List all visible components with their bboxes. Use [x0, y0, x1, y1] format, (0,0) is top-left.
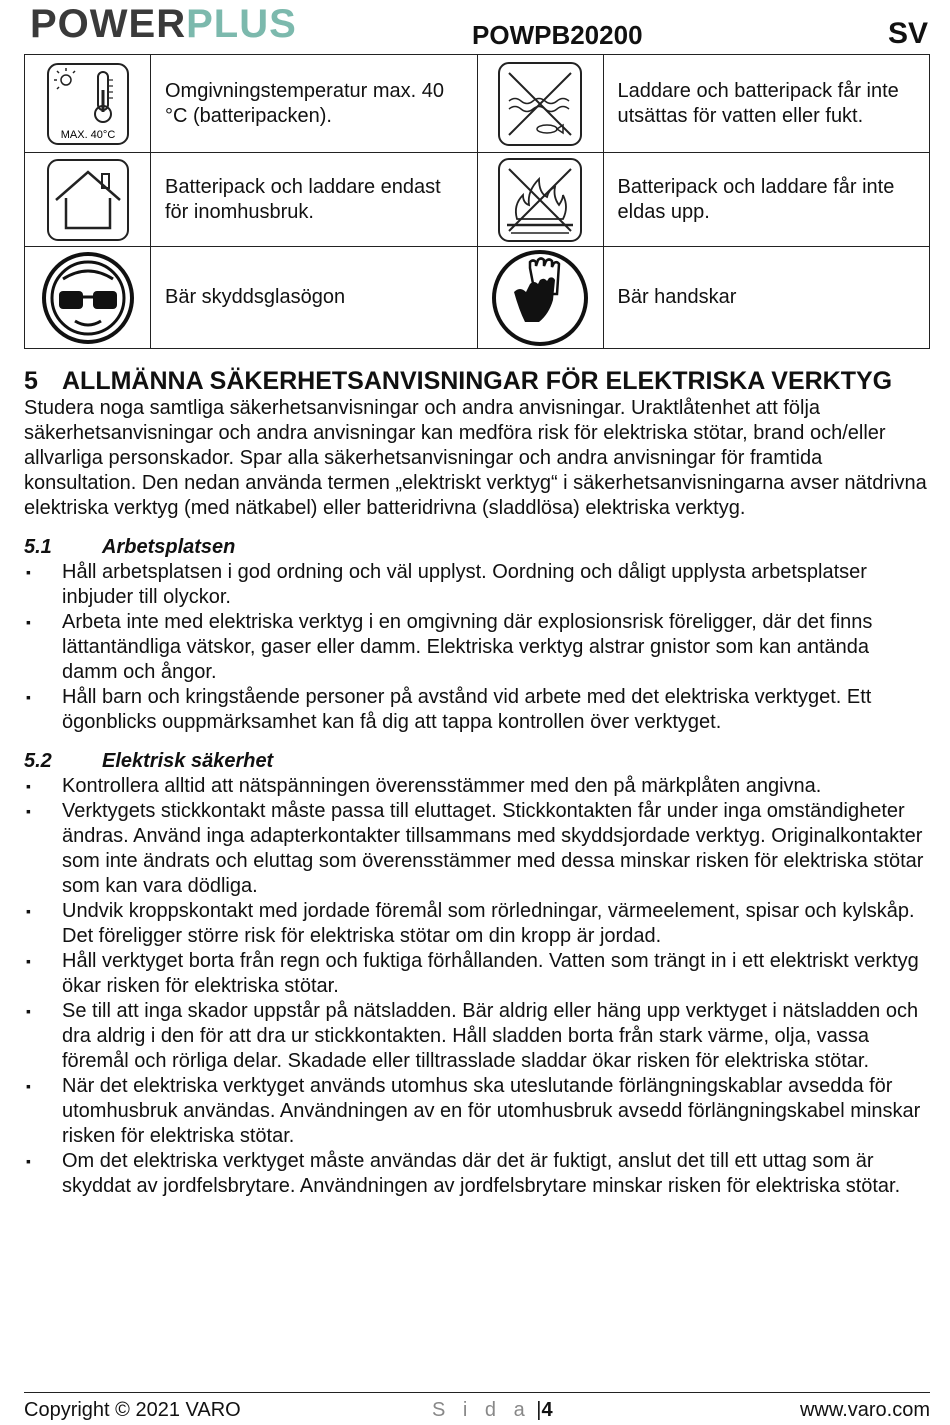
page-number: 4 [541, 1399, 553, 1421]
section-5-1-heading: 5.1 Arbetsplatsen [24, 536, 236, 558]
temperature-icon [25, 55, 151, 153]
section-5-intro: Studera noga samtliga säkerhetsanvisningar och andra anvisningar. Uraktlåtenhet att följa säkerhetsanvisningar och andra anvisningar kan medföra risk för elektriska stötar, brand och/eller allvarliga personskador. Spar alla säkerhetsanvisningar och andra anvisningar för framtida konsultation. Den nedan använda termen „elektriskt verktyg“ i säkerhetsanvisningarna avser nätdrivna elektriska verktyg (med nätkabel) eller batteridrivna (sladdlösa) elektriska verktyg. [24, 397, 927, 519]
no-water-icon [477, 55, 603, 153]
copyright-text: Copyright © 2021 VARO [24, 1399, 241, 1421]
symbol-text-temperature: Omgivningstemperatur max. 40 °C (batteripacken). [151, 55, 478, 153]
list-item: ▪ Kontrollera alltid att nätspänningen överensstämmer med den på märkplåten angivna. [26, 775, 822, 797]
page-footer [24, 1392, 930, 1425]
svg-text:MAX. 40°C: MAX. 40°C [60, 128, 115, 141]
section-5-2-heading: 5.2 Elektrisk säkerhet [24, 750, 274, 772]
website-link[interactable]: www.varo.com [799, 1399, 930, 1421]
symbol-text-goggles: Bär skyddsglasögon [151, 247, 478, 349]
symbol-text-indoor: Batteripack och laddare endast för inomhusbruk. [151, 153, 478, 247]
section-5-1-list [24, 560, 930, 735]
gloves-icon [477, 247, 603, 349]
brand-logo: POWERPLUS [30, 2, 297, 46]
list-item: ▪ När det elektriska verktyget används utomhus ska uteslutande förlängningskablar avsedda för utomhusbruk användas. Användningen av en för utomhusbruk avsedd förlängningskabel minskar risken för elektriska stötar. [26, 1075, 921, 1147]
list-item: ▪ Håll arbetsplatsen i god ordning och väl upplyst. Oordning och dåligt upplysta arbetsplatser inbjuder till olyckor. [26, 561, 867, 608]
list-item: ▪ Verktygets stickkontakt måste passa till eluttaget. Stickkontakten får under inga omständigheter ändras. Använd inga adapterkontakter tillsammans med skyddsjordade verktyg. Originalkontakter som inte ändrats och eluttag som överensstämmer med dessa minskar risken för elektriska stötar som kan vara dödliga. [26, 800, 924, 897]
page-header [24, 0, 930, 54]
list-item: ▪ Undvik kroppskontakt med jordade föremål som rörledningar, värmeelement, spisar och kylskåp. Det föreligger större risk för elektriska stötar om din kropp är jordad. [26, 900, 915, 947]
symbol-text-gloves: Bär handskar [603, 247, 930, 349]
section-5-heading: 5 ALLMÄNNA SÄKERHETSANVISNINGAR FÖR ELEKTRISKA VERKTYG [24, 367, 893, 395]
indoor-house-icon [25, 153, 151, 247]
safety-goggles-icon [25, 247, 151, 349]
list-item: ▪ Om det elektriska verktyget måste användas där det är fuktigt, anslut det till ett uttag som är skyddat av jordfelsbrytare. Användningen av jordfelsbrytare minskar risken för elektriska stötar. [26, 1150, 901, 1197]
model-number: POWPB20200 [472, 20, 643, 50]
symbol-text-no-fire: Batteripack och laddare får inte eldas upp. [603, 153, 930, 247]
list-item: ▪ Arbeta inte med elektriska verktyg i en omgivning där explosionsrisk föreligger, där det finns lättantändliga vätskor, gaser eller damm. Elektriska verktyg alstrar gnistor som kan antända damm och ångor. [26, 611, 873, 683]
page-indicator: S i d a |4 [432, 1399, 553, 1421]
safety-symbols-table [24, 54, 930, 349]
section-5-2-list [24, 774, 930, 1199]
list-item: ▪ Håll verktyget borta från regn och fuktiga förhållanden. Vatten som trängt in i ett elektriskt verktyg ökar risken för elektriska stötar. [26, 950, 919, 997]
no-fire-icon [477, 153, 603, 247]
symbol-text-no-water: Laddare och batteripack får inte utsättas för vatten eller fukt. [603, 55, 930, 153]
list-item: ▪ Se till att inga skador uppstår på nätsladden. Bär aldrig eller häng upp verktyget i nätsladden och dra aldrig i den för att dra ur stickkontakten. Håll sladden borta från stark värme, olja, vassa föremål och rörliga delar. Skadade eller tilltrasslade sladdar ökar risken för elektriska stötar. [26, 1000, 919, 1072]
main-content [24, 366, 930, 1199]
language-code: SV [887, 17, 928, 50]
list-item: ▪ Håll barn och kringstående personer på avstånd vid arbete med det elektriska verktyget. Ett ögonblicks ouppmärksamhet kan få dig att tappa kontrollen över verktyget. [26, 686, 872, 733]
